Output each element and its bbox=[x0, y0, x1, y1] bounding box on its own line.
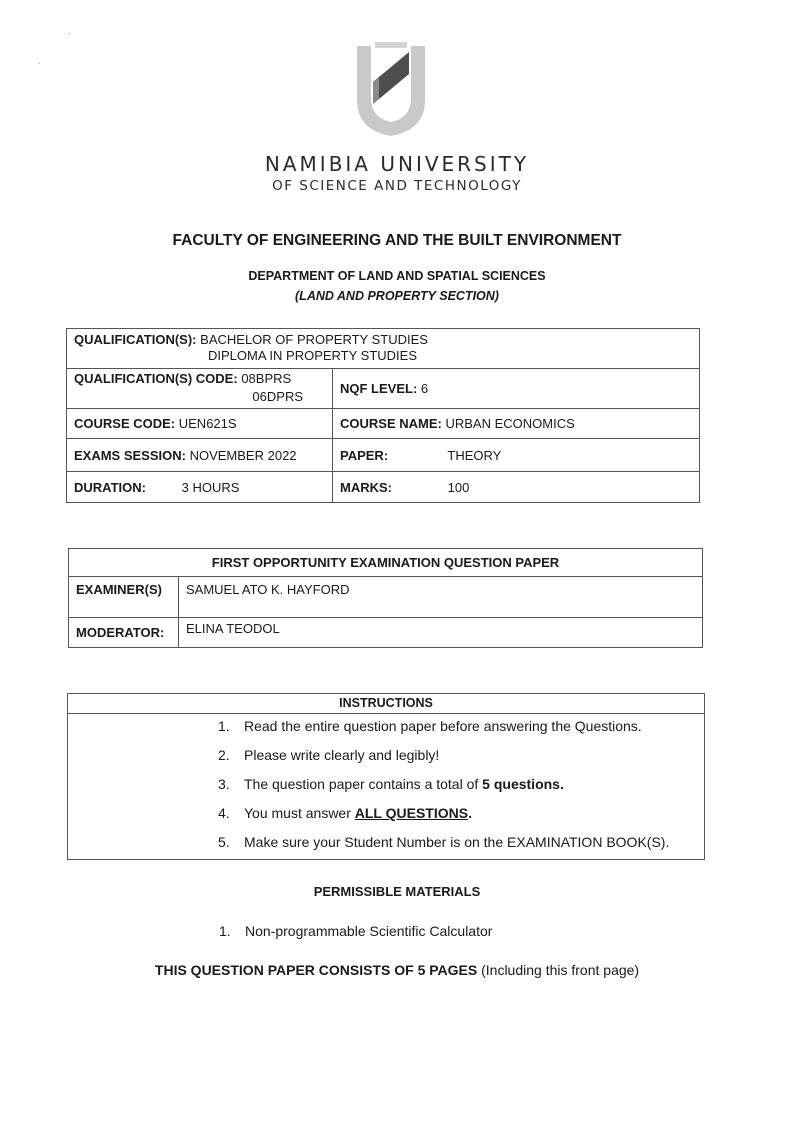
university-subtitle: OF SCIENCE AND TECHNOLOGY bbox=[272, 178, 522, 194]
qualification-label: QUALIFICATION(S): bbox=[74, 332, 197, 347]
session-row bbox=[67, 439, 700, 472]
exam-title-row bbox=[69, 549, 703, 577]
moderator-row bbox=[69, 618, 703, 648]
course-info-table bbox=[66, 328, 700, 503]
university-name: NAMIBIA UNIVERSITY bbox=[264, 152, 530, 176]
code-cell bbox=[67, 369, 333, 409]
paper-value: THEORY bbox=[447, 447, 502, 463]
marks-cell bbox=[333, 472, 700, 503]
moderator-value: ELINA TEODOL bbox=[179, 618, 703, 648]
permissible-item bbox=[219, 923, 492, 939]
moderator-label: MODERATOR: bbox=[69, 618, 179, 648]
instruction-item bbox=[218, 716, 669, 745]
instruction-text: Read the entire question paper before answering the Questions. bbox=[244, 718, 642, 734]
instructions-list bbox=[218, 716, 669, 861]
instruction-number: 4. bbox=[218, 805, 230, 821]
instructions-box bbox=[67, 693, 705, 860]
paper-cell bbox=[333, 439, 700, 472]
nqf-value: 6 bbox=[420, 381, 429, 396]
page-count-note bbox=[0, 962, 794, 978]
code-value-2: 06DPRS bbox=[252, 389, 303, 404]
university-logo-icon bbox=[353, 38, 429, 138]
paper-label: PAPER: bbox=[340, 447, 389, 463]
code-label: QUALIFICATION(S) CODE: bbox=[74, 371, 238, 386]
permissible-text: Non-programmable Scientific Calculator bbox=[245, 923, 493, 939]
course-name-value: URBAN ECONOMICS bbox=[445, 416, 575, 431]
course-name-cell bbox=[333, 409, 700, 439]
nqf-cell bbox=[333, 369, 700, 409]
qualification-value-1: BACHELOR OF PROPERTY STUDIES bbox=[200, 332, 428, 347]
instruction-text: The question paper contains a total of bbox=[244, 776, 483, 792]
marks-value: 100 bbox=[447, 479, 470, 495]
exam-paper-title: FIRST OPPORTUNITY EXAMINATION QUESTION PAPER bbox=[69, 549, 703, 577]
instruction-number: 2. bbox=[218, 747, 230, 763]
duration-label: DURATION: bbox=[74, 479, 146, 495]
code-row bbox=[67, 369, 700, 409]
session-value: NOVEMBER 2022 bbox=[189, 447, 297, 463]
course-code-label: COURSE CODE: bbox=[74, 416, 176, 431]
session-cell bbox=[67, 439, 333, 472]
instruction-number: 5. bbox=[218, 834, 230, 850]
nqf-label: NQF LEVEL: bbox=[340, 381, 418, 396]
code-value-1: 08BPRS bbox=[241, 371, 292, 386]
duration-cell bbox=[67, 472, 333, 503]
course-row bbox=[67, 409, 700, 439]
instructions-title: INSTRUCTIONS bbox=[68, 694, 704, 714]
permissible-materials-title: PERMISSIBLE MATERIALS bbox=[313, 884, 481, 899]
instruction-emphasis: 5 questions. bbox=[482, 776, 564, 792]
page-count-bold: THIS QUESTION PAPER CONSISTS OF 5 PAGES bbox=[154, 962, 478, 978]
instruction-number: 1. bbox=[218, 718, 230, 734]
scan-mark: · bbox=[38, 58, 41, 68]
examiner-value: SAMUEL ATO K. HAYFORD bbox=[179, 577, 703, 618]
qualification-row bbox=[67, 329, 700, 369]
course-name-label: COURSE NAME: bbox=[340, 416, 442, 431]
scan-mark: · bbox=[68, 28, 71, 38]
faculty-title: FACULTY OF ENGINEERING AND THE BUILT ENVIRONMENT bbox=[172, 232, 622, 249]
department-title: DEPARTMENT OF LAND AND SPATIAL SCIENCES bbox=[248, 269, 546, 283]
marks-label: MARKS: bbox=[340, 479, 392, 495]
instruction-text: You must answer bbox=[244, 805, 355, 821]
instruction-item bbox=[218, 803, 669, 832]
session-label: EXAMS SESSION: bbox=[74, 447, 186, 463]
instruction-text: Make sure your Student Number is on the EXAMINATION BOOK(S). bbox=[244, 834, 670, 850]
permissible-number: 1. bbox=[219, 923, 231, 939]
page-count-normal: (Including this front page) bbox=[477, 962, 640, 978]
examiner-label: EXAMINER(S) bbox=[69, 577, 179, 618]
instruction-text: Please write clearly and legibly! bbox=[244, 747, 440, 763]
course-code-cell bbox=[67, 409, 333, 439]
instruction-item bbox=[218, 774, 669, 803]
qualification-value-2: DIPLOMA IN PROPERTY STUDIES bbox=[208, 348, 418, 363]
examiner-row bbox=[69, 577, 703, 618]
examiner-table bbox=[68, 548, 703, 648]
qualification-cell bbox=[67, 329, 700, 369]
instruction-item bbox=[218, 832, 669, 861]
instruction-punct: . bbox=[468, 805, 472, 821]
instruction-emphasis: ALL QUESTIONS bbox=[354, 805, 469, 821]
course-code-value: UEN621S bbox=[178, 416, 237, 431]
duration-value: 3 HOURS bbox=[181, 479, 240, 495]
instruction-item bbox=[218, 745, 669, 774]
duration-row bbox=[67, 472, 700, 503]
instruction-number: 3. bbox=[218, 776, 230, 792]
section-title: (LAND AND PROPERTY SECTION) bbox=[295, 289, 499, 303]
